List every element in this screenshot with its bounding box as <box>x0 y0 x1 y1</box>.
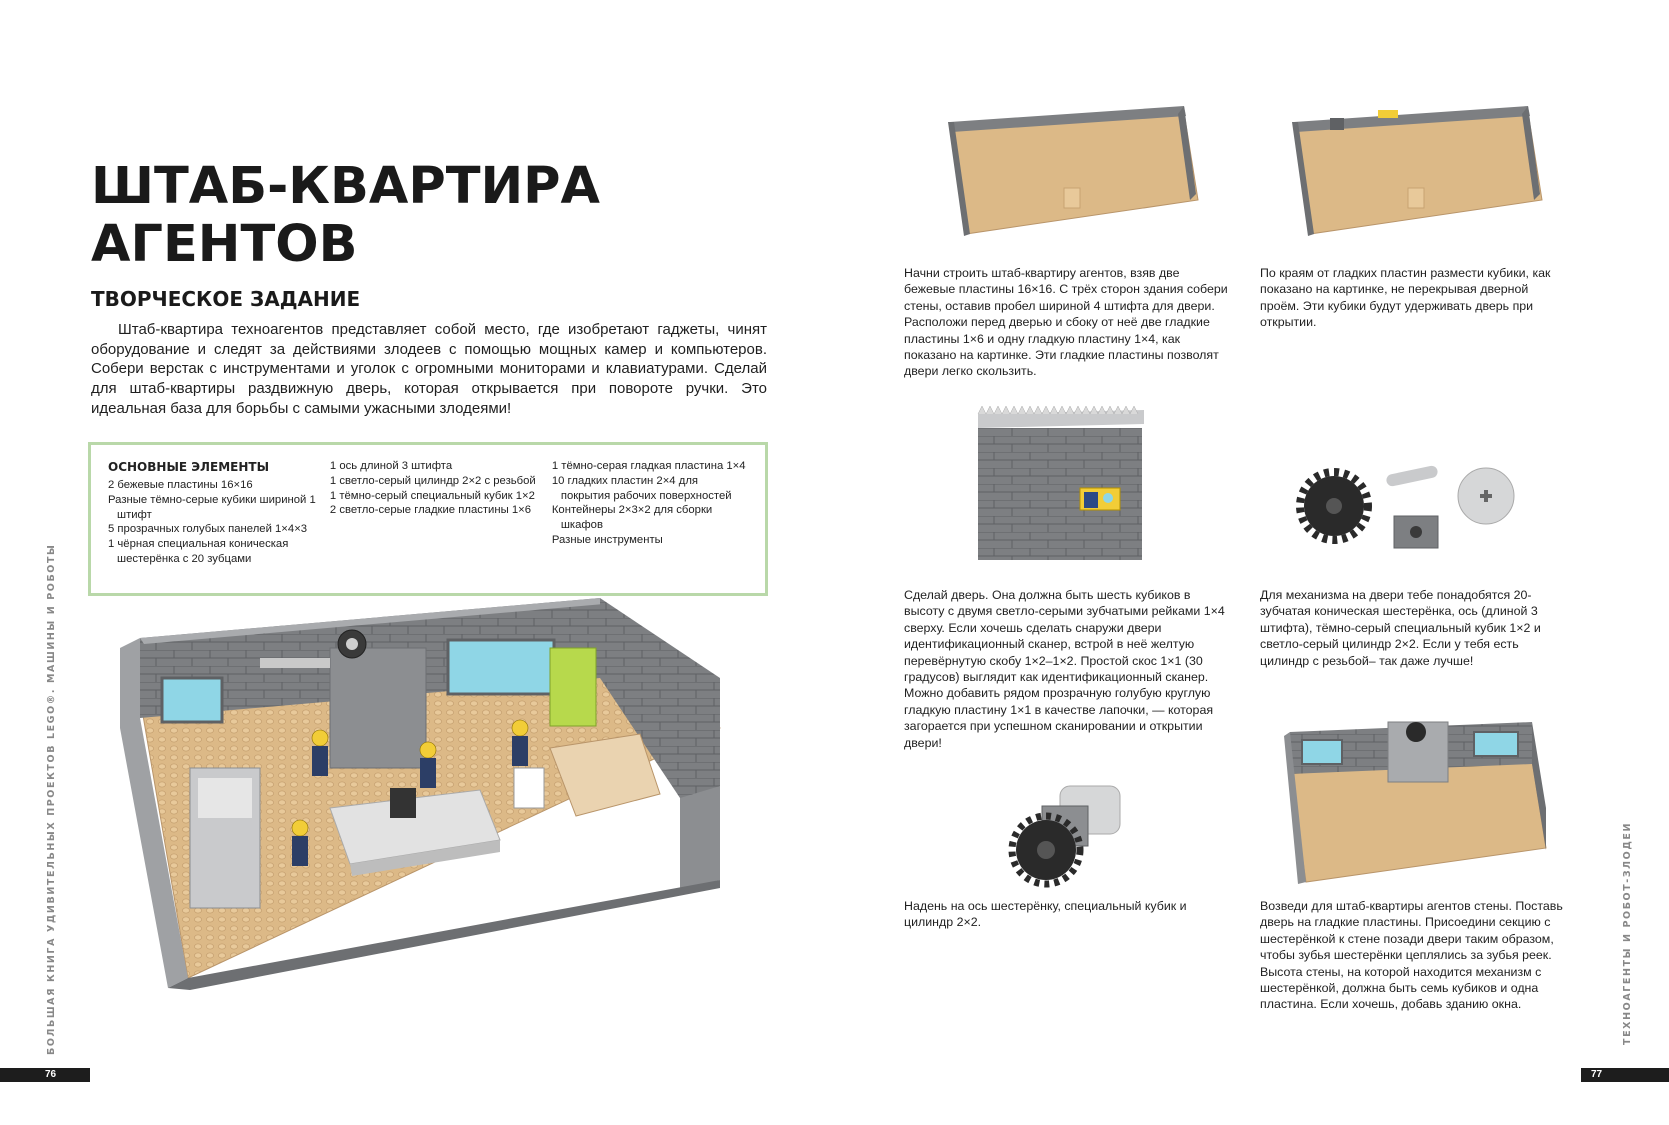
element-item: 10 гладких пластин 2×4 для покрытия рабочих поверхностей <box>551 474 732 502</box>
step-1-baseplate-illustration <box>946 108 1198 236</box>
title-line-1: ШТАБ-КВАРТИРА <box>91 157 601 216</box>
gear-part <box>1300 472 1368 540</box>
step-2-caption: По краям от гладких пластин размести кубики, как показано на картинке, не перекрывая дверной проём. Эти кубики будут удерживать дверь при открытии. <box>1260 266 1551 330</box>
step-3-door-illustration <box>976 404 1146 562</box>
elements-column-3 <box>552 459 750 583</box>
element-item: 1 чёрная специальная коническая шестерёнка с 20 зубцами <box>108 538 289 565</box>
element-item: Разные тёмно-серые кубики шириной 1 штифт <box>108 493 316 521</box>
spine-text-right: ТЕХНОАГЕНТЫ И РОБОТ-ЗЛОДЕИ <box>1622 821 1633 1045</box>
key-elements-box <box>88 442 768 596</box>
element-item: 1 тёмно-серая гладкая пластина 1×4 <box>551 460 746 472</box>
title-line-2: АГЕНТОВ <box>91 215 358 274</box>
spine-text-left: БОЛЬШАЯ КНИГА УДИВИТЕЛЬНЫХ ПРОЕКТОВ LEGO®. МАШИНЫ И РОБОТЫ <box>46 543 57 1055</box>
element-item: 1 светло-серый цилиндр 2×2 с резьбой <box>329 474 536 487</box>
element-item: 2 светло-серые гладкие пластины 1×6 <box>329 504 532 517</box>
element-item: 2 бежевые пластины 16×16 <box>108 479 253 491</box>
page-number-left: 76 <box>0 1068 90 1082</box>
step-4-parts-illustration <box>1290 450 1520 560</box>
intro-paragraph: Штаб-квартира техноагентов представляет собой место, где изобретают гаджеты, чинят оборудование и следят за действиями злодеев с помощью мощных камер и компьютеров. Собери верстак с инструментами и уголок с огромными мониторами и клавиатурами. Сделай для штаб-квартиры раздвижную дверь, которая открывается при повороте ручки. Это идеальная база для борьбы с самыми ужасными злодеями! <box>91 321 767 417</box>
element-item: Контейнеры 2×3×2 для сборки шкафов <box>551 504 713 532</box>
step-2-baseplate-bricks-illustration <box>1290 108 1542 236</box>
element-item: 5 прозрачных голубых панелей 1×4×3 <box>108 523 308 536</box>
step-6-walls-assembly-illustration <box>1284 718 1548 884</box>
element-item: 1 ось длиной 3 штифта <box>329 460 453 472</box>
elements-heading: ОСНОВНЫЕ ЭЛЕМЕНТЫ <box>108 460 270 474</box>
element-item: 1 тёмно-серый специальный кубик 1×2 <box>329 489 535 502</box>
elements-column-2 <box>330 459 552 583</box>
step-5-gear-assembly-illustration <box>1010 778 1130 890</box>
section-subtitle: ТВОРЧЕСКОЕ ЗАДАНИЕ <box>91 287 361 311</box>
page-title <box>91 158 771 274</box>
step-3-caption: Сделай дверь. Она должна быть шесть кубиков в высоту с двумя светло-серыми зубчатыми рейками 1×4 сверху. Если хочешь сделать снаружи двери идентификационный сканер, встрой в неё желтую перевёрнутую скобу 1×2–1×2. Простой скос 1×1 (30 градусов) выглядит как идентификационный сканер. Можно добавить рядом прозрачную голубую круглую гладкую пластину 1×1 в качестве лапочки, — которая загорается при успешном сканировании и открытии двери! <box>904 588 1225 750</box>
step-1-caption: Начни строить штаб-квартиру агентов, взяв две бежевые пластины 16×16. С трёх сторон здания собери стены, оставив пробел шириной 4 штифта для двери. Расположи перед дверью и сбоку от неё две гладкие пластины 1×6 и одну гладкую пластину 1×4, как показано на картинке. Эти гладкие пластины позволят двери легко скользить. <box>904 266 1228 379</box>
step-4-caption: Для механизма на двери тебе понадобятся 20-зубчатая коническая шестерёнка, ось (длиной 3 штифта), тёмно-серый специальный кубик 1×2 и светло-серый цилиндр 2×2. Если у тебя есть цилиндр с резьбой– так даже лучше! <box>1260 588 1541 668</box>
step-5-caption: Надень на ось шестерёнку, специальный кубик и цилиндр 2×2. <box>904 899 1187 930</box>
element-item: Разные инструменты <box>551 533 663 546</box>
step-6-caption: Возведи для штаб-квартиры агентов стены. Поставь дверь на гладкие пластины. Присоедини секцию с шестерёнкой к стене позади двери таким образом, чтобы зубья шестерёнки цеплялись за зубья реек. Высота стены, на которой находится механизм с шестерёнкой, должна быть семь кубиков и одна пластина. Если хочешь, добавь зданию окна. <box>1260 899 1563 1012</box>
elements-column-1 <box>108 459 330 583</box>
hq-model-illustration <box>120 618 740 1008</box>
page-number-right: 77 <box>1581 1068 1669 1082</box>
